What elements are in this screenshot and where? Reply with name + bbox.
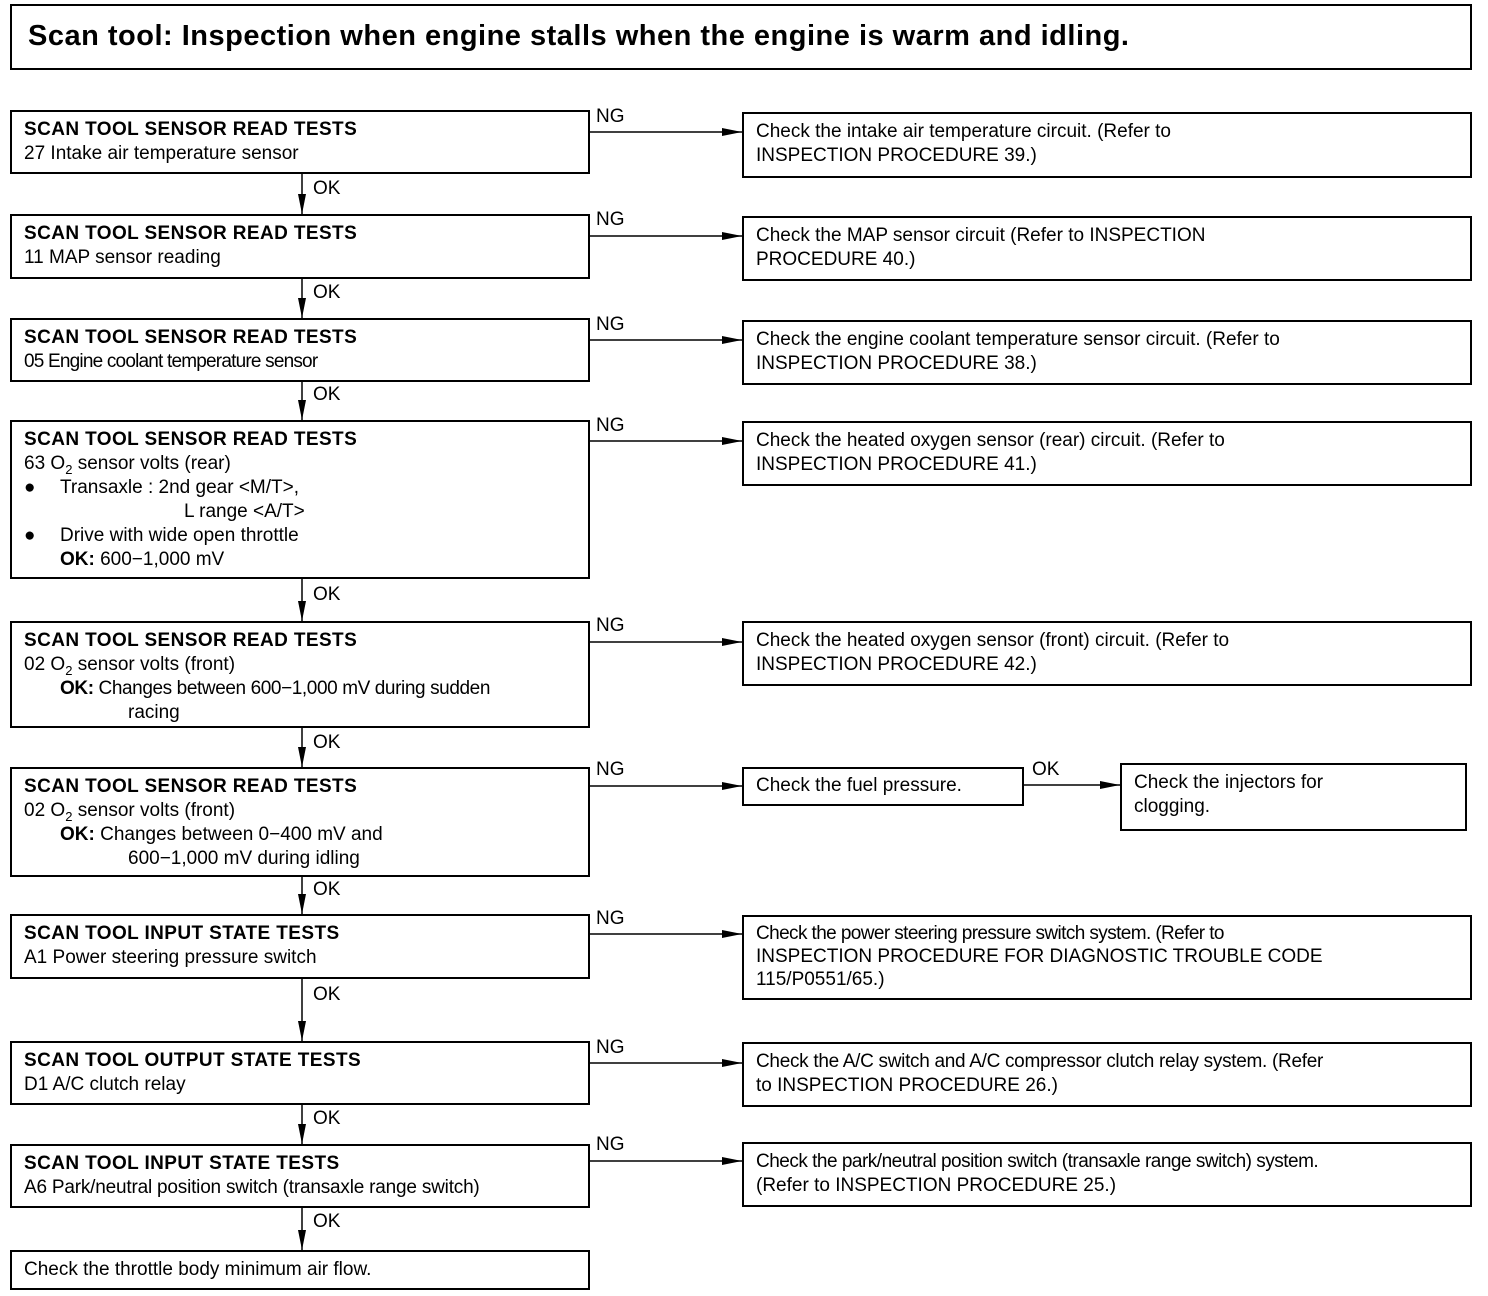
test-item (24, 452, 576, 476)
action-box-fuel-pressure (742, 767, 1024, 806)
test-box-coolant-temp (10, 318, 590, 382)
ng-label: NG (596, 759, 625, 780)
condition-text: Transaxle : 2nd gear <M/T>, (60, 477, 300, 498)
ok-label: OK (313, 178, 341, 199)
test-item-text: sensor volts (front) (72, 800, 236, 821)
test-heading: SCAN TOOL INPUT STATE TESTS (24, 923, 340, 944)
ok-label: OK (313, 1108, 341, 1129)
test-heading: SCAN TOOL SENSOR READ TESTS (24, 630, 358, 651)
test-item-text: sensor volts (rear) (72, 453, 231, 474)
action-text: to INSPECTION PROCEDURE 26.) (756, 1075, 1058, 1096)
action-text: Check the heated oxygen sensor (front) circuit. (Refer to (756, 630, 1230, 651)
subscript: 2 (65, 461, 73, 477)
action-text: INSPECTION PROCEDURE 38.) (756, 353, 1037, 374)
test-item-text: 63 O (24, 453, 66, 474)
test-item-text: sensor volts (front) (72, 654, 236, 675)
action-box-ac-clutch (742, 1042, 1472, 1107)
action-text: Check the MAP sensor circuit (Refer to INSPECTION (756, 225, 1206, 246)
ok-label: OK (313, 1211, 341, 1232)
ng-label: NG (596, 908, 625, 929)
test-item-text: 02 O (24, 800, 66, 821)
test-item (24, 799, 576, 823)
action-text: Check the engine coolant temperature sensor circuit. (Refer to (756, 329, 1280, 350)
action-text: (Refer to INSPECTION PROCEDURE 25.) (756, 1175, 1117, 1196)
action-text: Check the fuel pressure. (756, 775, 962, 796)
action-text: INSPECTION PROCEDURE 41.) (756, 454, 1037, 475)
ok-label: OK (313, 732, 341, 753)
ok-criteria (24, 677, 576, 701)
action-box-injectors (1120, 763, 1467, 831)
ok-criteria-label: OK: (60, 824, 95, 845)
action-text: INSPECTION PROCEDURE FOR DIAGNOSTIC TROUBLE CODE (756, 946, 1323, 967)
action-text: INSPECTION PROCEDURE 39.) (756, 145, 1037, 166)
test-item: 05 Engine coolant temperature sensor (24, 351, 318, 372)
action-text: PROCEDURE 40.) (756, 249, 916, 270)
ok-criteria: 600−1,000 mV during idling (128, 848, 360, 869)
ok-criteria-value: Changes between 0−400 mV and (94, 824, 383, 845)
ok-label: OK (313, 879, 341, 900)
test-box-o2-front-idling (10, 767, 590, 877)
action-text: clogging. (1134, 796, 1211, 817)
test-item: A6 Park/neutral position switch (transaxle range switch) (24, 1177, 480, 1198)
ok-label: OK (313, 584, 341, 605)
action-text: Check the A/C switch and A/C compressor clutch relay system. (Refer (756, 1051, 1323, 1072)
bullet-icon: ● (24, 525, 36, 546)
action-box-coolant-temp (742, 320, 1472, 385)
ng-label: NG (596, 314, 625, 335)
condition-text: Drive with wide open throttle (60, 525, 299, 546)
ng-label: NG (596, 1037, 625, 1058)
page-title: Scan tool: Inspection when engine stalls when the engine is warm and idling. (28, 20, 1130, 52)
ok-label: OK (1032, 759, 1060, 780)
action-box-map-sensor (742, 216, 1472, 281)
test-heading: SCAN TOOL SENSOR READ TESTS (24, 327, 358, 348)
action-text: Check the injectors for (1134, 772, 1324, 793)
bullet-icon: ● (24, 477, 36, 498)
ng-label: NG (596, 615, 625, 636)
test-item: 11 MAP sensor reading (24, 247, 221, 268)
ok-label: OK (313, 282, 341, 303)
ok-criteria: racing (128, 702, 180, 723)
ok-criteria-label: OK: (60, 678, 94, 699)
ok-criteria-label: OK: (60, 549, 95, 570)
action-box-o2-front (742, 621, 1472, 686)
action-box-o2-rear (742, 421, 1472, 486)
subscript: 2 (65, 808, 73, 824)
test-item: 27 Intake air temperature sensor (24, 143, 299, 164)
test-heading: SCAN TOOL SENSOR READ TESTS (24, 429, 358, 450)
test-heading: SCAN TOOL SENSOR READ TESTS (24, 119, 358, 140)
action-box-intake-air-temp (742, 112, 1472, 178)
test-heading: SCAN TOOL OUTPUT STATE TESTS (24, 1050, 362, 1071)
action-text: 115/P0551/65.) (756, 969, 885, 990)
test-item (24, 653, 576, 677)
final-action-text: Check the throttle body minimum air flow. (24, 1259, 372, 1280)
test-box-ac-clutch (10, 1041, 590, 1105)
ok-criteria-value: Changes between 600−1,000 mV during sudden (93, 678, 490, 699)
action-text: INSPECTION PROCEDURE 42.) (756, 654, 1037, 675)
ok-label: OK (313, 384, 341, 405)
ok-label: OK (313, 984, 341, 1005)
final-action-box (10, 1250, 590, 1290)
action-box-power-steering (742, 915, 1472, 1000)
condition-item (24, 476, 576, 500)
test-item: A1 Power steering pressure switch (24, 947, 317, 968)
action-box-park-neutral (742, 1142, 1472, 1207)
test-box-o2-front-racing (10, 621, 590, 728)
ok-criteria (24, 823, 576, 847)
test-box-o2-rear (10, 420, 590, 579)
ng-label: NG (596, 1134, 625, 1155)
test-box-intake-air-temp (10, 110, 590, 174)
action-text: Check the power steering pressure switch system. (Refer to (756, 923, 1224, 944)
test-box-map-sensor (10, 214, 590, 279)
test-heading: SCAN TOOL SENSOR READ TESTS (24, 223, 358, 244)
action-text: Check the heated oxygen sensor (rear) circuit. (Refer to (756, 430, 1225, 451)
condition-item (24, 524, 576, 548)
condition-item: L range <A/T> (184, 501, 305, 522)
ng-label: NG (596, 415, 625, 436)
test-heading: SCAN TOOL SENSOR READ TESTS (24, 776, 358, 797)
action-text: Check the intake air temperature circuit. (Refer to (756, 121, 1172, 142)
subscript: 2 (65, 662, 73, 678)
ok-criteria (24, 548, 576, 572)
test-item-text: 02 O (24, 654, 66, 675)
test-heading: SCAN TOOL INPUT STATE TESTS (24, 1153, 340, 1174)
ng-label: NG (596, 209, 625, 230)
test-box-power-steering (10, 914, 590, 979)
test-item: D1 A/C clutch relay (24, 1074, 186, 1095)
action-text: Check the park/neutral position switch (transaxle range switch) system. (756, 1151, 1319, 1172)
ng-label: NG (596, 106, 625, 127)
test-box-park-neutral (10, 1144, 590, 1208)
ok-criteria-value: 600−1,000 mV (94, 549, 225, 570)
